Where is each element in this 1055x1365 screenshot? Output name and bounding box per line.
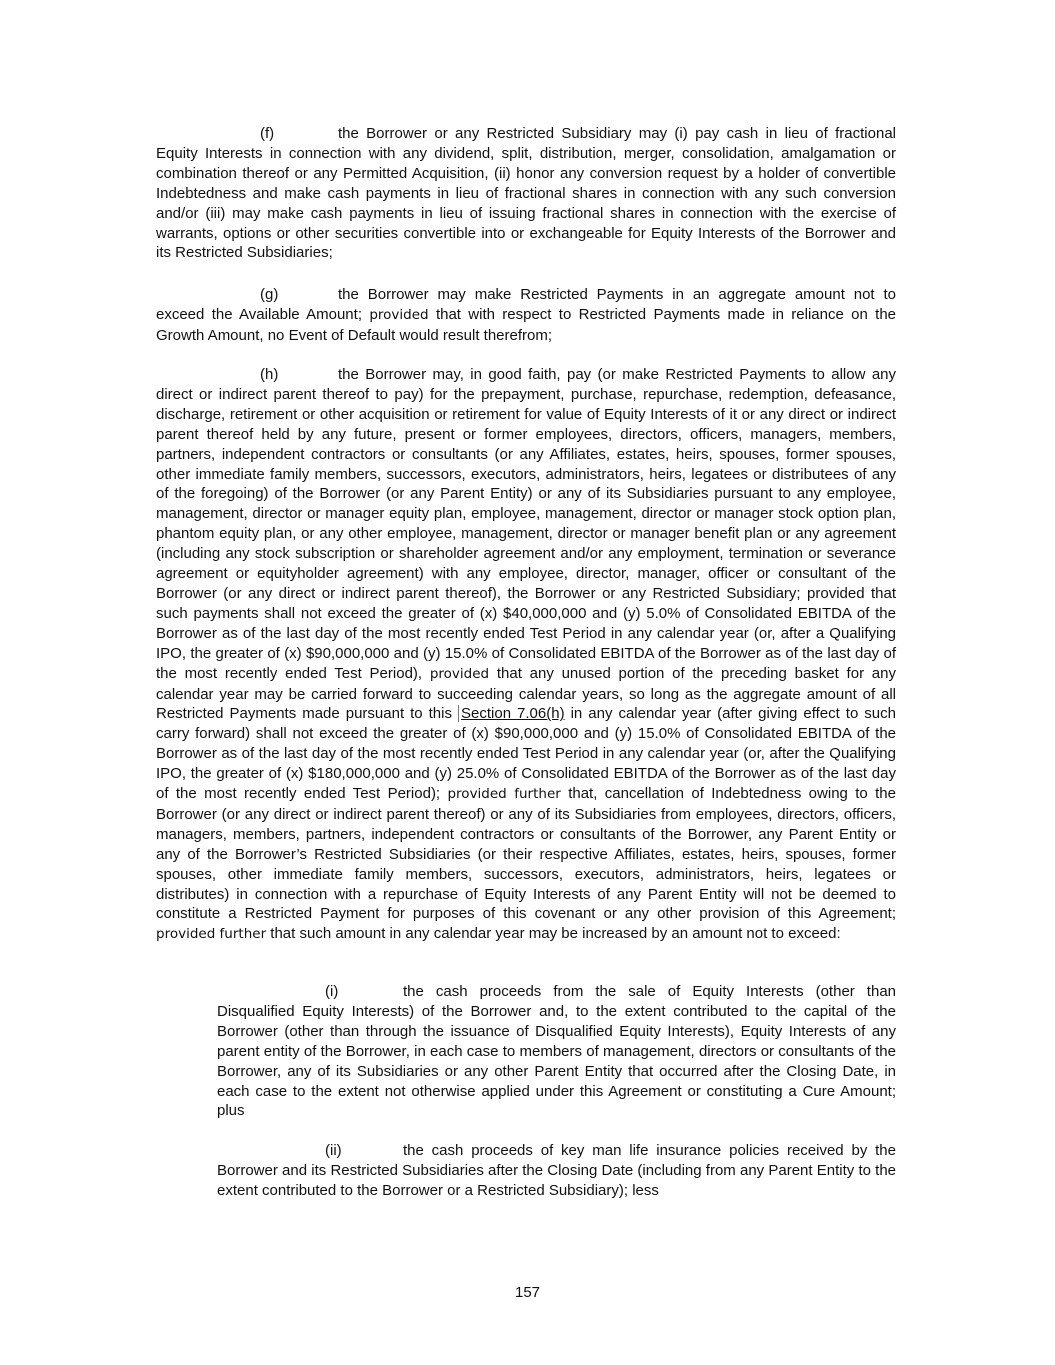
paragraph-h-text-2: that any unused portion of the preceding basket for any calendar year may be carried forward to succeeding calendar years, so long as the aggregate amount of all Restricted Payments made pursuant to this [156, 664, 896, 723]
paragraph-h-text-1: the Borrower may, in good faith, pay (or make Restricted Payments to allow any direct or indirect parent thereof to pay) for the prepayment, purchase, repurchase, redemption, defeasance, discharge, retirement or other acquisition or retirement for value of Equity Interests of it or any direct or indirect parent thereof held by any future, present or former employees, directors, officers, managers, members, partners, independent contractors or consultants (or any Affiliates, estates, heirs, spouses, former spouses, other immediate family members, successors, executors, administrators, heirs, legatees or distributees of any of the foregoing) of the Borrower (or any Parent Entity) or any of its Subsidiaries pursuant to any employee, management, director or manager equity plan, employee, management, director or manager stock option plan, phantom equity plan, or any other employee, management, director or manager benefit plan or any agreement (including any stock subscription or shareholder agreement and/or any employment, termination or severance agreement or equityholder agreement) with any employee, director, manager, officer or consultant of the Borrower (or any direct or indirect parent thereof), the Borrower or any Restricted Subsidiary; provided that such payments shall not exceed the greater of (x) $40,000,000 and (y) 5.0% of Consolidated EBITDA of the Borrower as of the last day of the most recently ended Test Period in any calendar year (or, after a Qualifying IPO, the greater of (x) $90,000,000 and (y) 15.0% of Consolidated EBITDA of the Borrower as of the last day of the most recently ended Test Period), [156, 366, 896, 682]
paragraph-g-text-1: the Borrower may make Restricted Payments in an aggregate amount not to exceed the Available Amount; [156, 286, 896, 323]
paragraph-h-text-3: in any calendar year (after giving effect to such carry forward) shall not exceed the greater of (x) $90,000,000 and (y) 15.0% of Consolidated EBITDA of the Borrower as of the last day of the most recently ended Test Period in any calendar year (or, after the Qualifying IPO, the greater of (x) $180,000,000 and (y) 25.0% of Consolidated EBITDA of the Borrower as of the last day of the most recently ended Test Period); [156, 705, 896, 803]
provided-further-term: provided further [447, 786, 561, 803]
subparagraph-i [217, 982, 896, 1121]
provided-term: provided [429, 665, 490, 682]
section-reference-link[interactable]: Section 7.06(h) [458, 705, 565, 722]
paragraph-h [156, 365, 896, 945]
subparagraph-i-label: (i) [325, 983, 339, 1000]
provided-further-term: provided further [156, 926, 267, 943]
provided-term: provided [369, 306, 429, 323]
paragraph-h-text-5: that such amount in any calendar year may be increased by an amount not to exceed: [270, 925, 841, 943]
paragraph-f-text: the Borrower or any Restricted Subsidiary may (i) pay cash in lieu of fractional Equity Interests in connection with any dividend, split, distribution, merger, consolidation, amalgamation or combination thereof or any Permitted Acquisition, (ii) honor any conversion request by a holder of convertible Indebtedness and make cash payments in lieu of fractional shares in connection with any such conversion and/or (iii) may make cash payments in lieu of issuing fractional shares in connection with the exercise of warrants, options or other securities convertible into or exchangeable for Equity Interests of the Borrower and its Restricted Subsidiaries; [156, 125, 896, 262]
paragraph-f-label: (f) [260, 125, 275, 142]
paragraph-h-text-4: that, cancellation of Indebtedness owing to the Borrower (or any direct or indirect parent thereof) or any of its Subsidiaries from employees, directors, officers, managers, members, partners, independent contractors or consultants of the Borrower, any Parent Entity or any of the Borrower’s Restricted Subsidiaries (or their respective Affiliates, estates, heirs, spouses, former spouses, other immediate family members, successors, executors, administrators, heirs, legatees or distributes) in connection with a repurchase of Equity Interests of any Parent Entity will not be deemed to constitute a Restricted Payment for purposes of this covenant or any other provision of this Agreement; [156, 785, 896, 923]
paragraph-g-text-2: that with respect to Restricted Payments made in reliance on the Growth Amount, no Event of Default would result therefrom; [156, 305, 897, 344]
subparagraph-ii-label: (ii) [325, 1142, 342, 1159]
paragraph-f [156, 124, 896, 263]
paragraph-g-label: (g) [260, 286, 279, 303]
subparagraph-i-text: the cash proceeds from the sale of Equity Interests (other than Disqualified Equity Interests) of the Borrower and, to the extent contributed to the capital of the Borrower (other than through the issuance of Disqualified Equity Interests), Equity Interests of any parent entity of the Borrower, in each case to members of management, directors or consultants of the Borrower, any of its Subsidiaries or any other Parent Entity that occurred after the Closing Date, in each case to the extent not otherwise applied under this Agreement or constituting a Cure Amount; plus [217, 983, 896, 1120]
paragraph-g [156, 285, 896, 346]
subparagraph-ii-text: the cash proceeds of key man life insurance policies received by the Borrower and its Restricted Subsidiaries after the Closing Date (including from any Parent Entity to the extent contributed to the Borrower or a Restricted Subsidiary); less [217, 1142, 896, 1199]
page-number: 157 [514, 1284, 541, 1301]
subparagraph-ii [217, 1141, 896, 1201]
paragraph-h-label: (h) [260, 366, 279, 383]
